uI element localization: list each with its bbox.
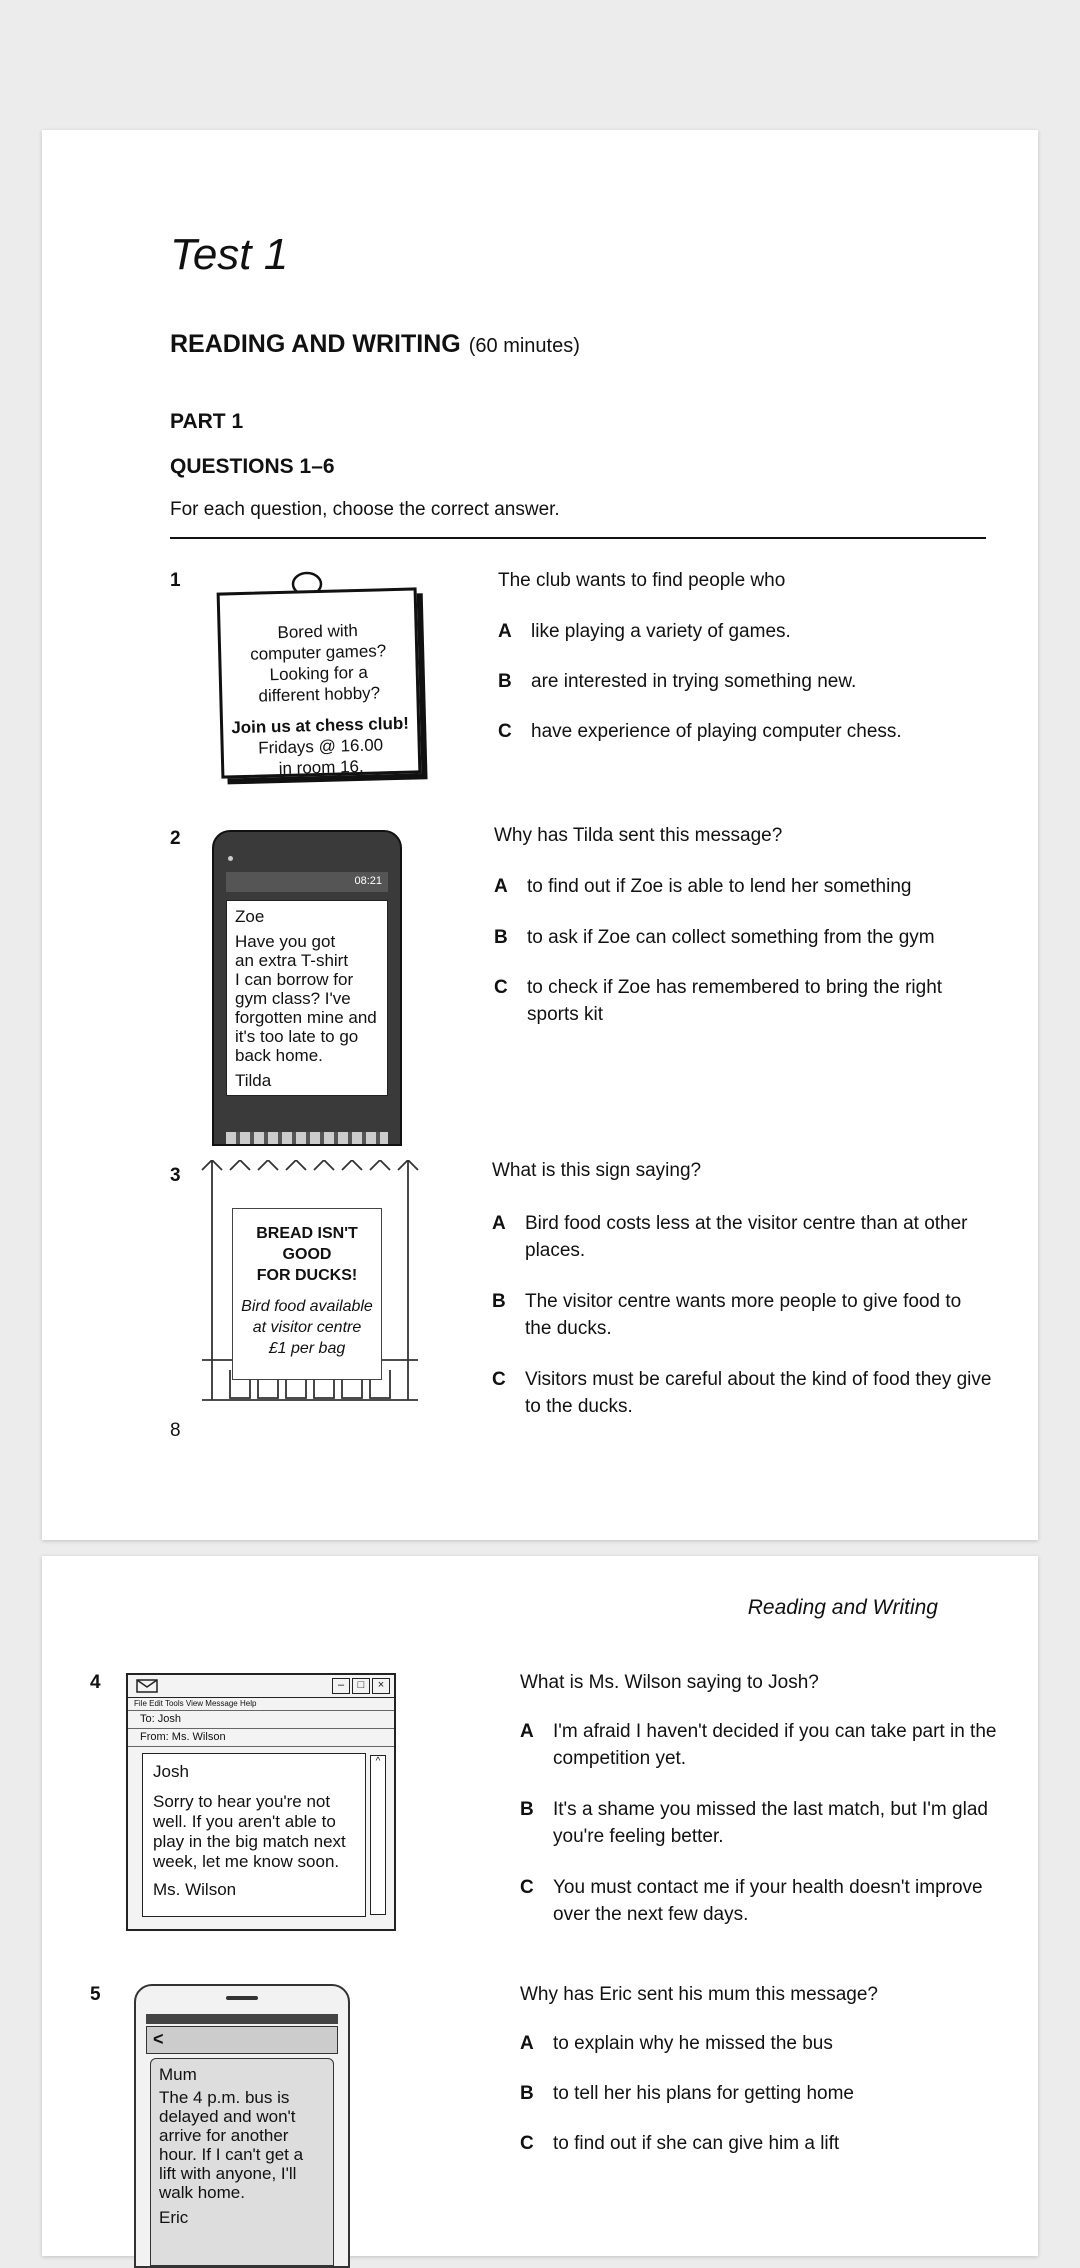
email-body (142, 1753, 366, 1917)
option-c[interactable] (520, 1874, 1000, 1928)
email-menu-bar[interactable]: File Edit Tools View Message Help (128, 1698, 394, 1711)
option-letter: B (494, 927, 508, 948)
option-a[interactable] (498, 618, 978, 645)
question-number: 4 (90, 1672, 101, 1693)
close-icon[interactable]: × (372, 1678, 390, 1694)
option-text: I'm afraid I haven't decided if you can take part in the competition yet. (553, 1721, 997, 1769)
phone-image (134, 1984, 350, 2268)
option-text: Bird food costs less at the visitor centre than at other places. (525, 1213, 968, 1261)
notice-line: Fridays @ 16.00 (257, 735, 384, 758)
sign-detail-line: £1 per bag (268, 1340, 346, 1357)
message-line: The 4 p.m. bus is (159, 2088, 290, 2107)
question-number: 3 (170, 1165, 181, 1186)
notice-cta: Join us at chess club! (231, 713, 410, 738)
option-b[interactable] (492, 1288, 992, 1342)
page-number: 8 (170, 1420, 181, 1441)
envelope-icon (136, 1679, 158, 1693)
notice-paper (217, 587, 422, 778)
message-screen (226, 900, 388, 1096)
option-letter: B (520, 1799, 534, 1820)
option-a[interactable] (520, 2030, 1000, 2057)
option-letter: C (492, 1369, 506, 1390)
option-c[interactable] (520, 2130, 1000, 2157)
email-line: well. If you aren't able to (153, 1812, 336, 1831)
option-letter: A (494, 876, 508, 897)
message-line: it's too late to go (235, 1027, 359, 1046)
question-stem: Why has Tilda sent this message? (494, 825, 783, 846)
option-b[interactable] (520, 1796, 1000, 1850)
option-a[interactable] (494, 873, 994, 900)
minimize-icon[interactable]: – (332, 1678, 350, 1694)
question-stem: Why has Eric sent his mum this message? (520, 1984, 878, 2005)
keyboard-strip (226, 1132, 388, 1144)
option-letter: A (520, 2033, 534, 2054)
option-text: to check if Zoe has remembered to bring the right sports kit (527, 977, 943, 1025)
notice-line: Looking for a (269, 662, 369, 685)
message-recipient: Mum (159, 2065, 197, 2084)
option-letter: A (520, 1721, 534, 1742)
question-number: 1 (170, 570, 181, 591)
option-letter: C (498, 721, 512, 742)
notice-line: Bored with (277, 620, 359, 643)
message-line: delayed and won't (159, 2107, 296, 2126)
message-line: back home. (235, 1046, 323, 1065)
email-window (126, 1673, 396, 1931)
option-c[interactable] (494, 974, 974, 1028)
speaker-icon (226, 1996, 258, 2000)
notice-line: different hobby? (258, 683, 381, 706)
chevron-up-icon[interactable]: ^ (375, 1756, 381, 1767)
option-letter: A (492, 1213, 506, 1234)
sign-detail-line: at visitor centre (252, 1319, 362, 1336)
notice-line: in room 16. (278, 756, 364, 779)
message-screen (150, 2058, 334, 2266)
exam-page-2 (42, 1556, 1038, 2256)
option-a[interactable] (520, 1718, 1000, 1772)
exam-page-1 (42, 130, 1038, 1540)
message-line: arrive for another (159, 2126, 289, 2145)
message-line: I can borrow for (235, 970, 354, 989)
question-stem: What is this sign saying? (492, 1160, 702, 1181)
option-text: Visitors must be careful about the kind of food they give to the ducks. (525, 1369, 992, 1417)
running-header: Reading and Writing (747, 1596, 938, 1619)
phone-status-bar (226, 872, 388, 892)
message-sender: Tilda (235, 1071, 272, 1090)
duck-sign (232, 1208, 382, 1380)
option-b[interactable] (498, 668, 978, 695)
sign-detail-line: Bird food available (241, 1298, 373, 1315)
sign-heading-line: FOR DUCKS! (256, 1267, 358, 1284)
email-title-bar (128, 1675, 394, 1698)
email-signoff: Ms. Wilson (153, 1880, 237, 1899)
option-c[interactable] (492, 1366, 992, 1420)
chess-club-notice (207, 570, 447, 790)
option-letter: B (492, 1291, 506, 1312)
question-stem: The club wants to find people who (498, 570, 786, 591)
option-a[interactable] (492, 1210, 1012, 1264)
option-b[interactable] (494, 924, 994, 951)
section-duration: (60 minutes) (468, 335, 580, 357)
option-letter: C (520, 2133, 534, 2154)
option-text: to find out if she can give him a lift (553, 2133, 840, 2154)
section-name: READING AND WRITING (170, 330, 461, 358)
option-c[interactable] (498, 718, 978, 745)
phone-image (212, 830, 402, 1146)
message-line: walk home. (159, 2183, 245, 2202)
option-letter: C (494, 977, 508, 998)
option-letter: B (498, 671, 512, 692)
section-heading (170, 330, 580, 359)
test-title: Test 1 (170, 230, 289, 279)
option-text: The visitor centre wants more people to give food to the ducks. (525, 1291, 962, 1339)
option-text: are interested in trying something new. (531, 671, 857, 692)
option-b[interactable] (520, 2080, 1000, 2107)
message-line: Have you got (235, 932, 336, 951)
option-text: to explain why he missed the bus (553, 2033, 833, 2054)
email-line: play in the big match next (153, 1832, 346, 1851)
message-recipient: Zoe (235, 907, 265, 926)
sign-heading-line: GOOD (282, 1246, 332, 1263)
message-line: an extra T-shirt (235, 951, 349, 970)
message-line: forgotten mine and (235, 1008, 377, 1027)
option-letter: A (498, 621, 512, 642)
phone-clock: 08:21 (354, 875, 382, 887)
notice-line: computer games? (249, 641, 387, 664)
option-text: You must contact me if your health doesn't improve over the next few days. (553, 1877, 983, 1925)
email-from-field: From: Ms. Wilson (128, 1729, 394, 1747)
option-text: to ask if Zoe can collect something from the gym (527, 927, 935, 948)
maximize-icon[interactable]: □ (352, 1678, 370, 1694)
part-heading: PART 1 (170, 410, 244, 433)
option-letter: C (520, 1877, 534, 1898)
email-line: Sorry to hear you're not (153, 1792, 331, 1811)
email-to-field: To: Josh (128, 1711, 394, 1729)
message-line: gym class? I've (235, 989, 351, 1008)
question-stem: What is Ms. Wilson saying to Josh? (520, 1672, 819, 1693)
option-letter: B (520, 2083, 534, 2104)
divider (170, 537, 986, 539)
instruction-text: For each question, choose the correct answer. (170, 499, 560, 520)
app-bar (146, 2026, 338, 2054)
email-line: week, let me know soon. (153, 1852, 340, 1871)
back-arrow-icon[interactable]: < (153, 2029, 164, 2049)
question-number: 2 (170, 828, 181, 849)
email-greeting: Josh (153, 1762, 189, 1781)
questions-heading: QUESTIONS 1–6 (170, 455, 335, 478)
sign-heading-line: BREAD ISN'T (256, 1225, 358, 1242)
option-text: to find out if Zoe is able to lend her something (527, 876, 912, 897)
phone-status-bar (146, 2014, 338, 2024)
message-line: lift with anyone, I'll (159, 2164, 297, 2183)
camera-icon (228, 856, 233, 861)
option-text: It's a shame you missed the last match, but I'm glad you're feeling better. (553, 1799, 988, 1847)
option-text: like playing a variety of games. (531, 621, 791, 642)
question-number: 5 (90, 1984, 101, 2005)
option-text: to tell her his plans for getting home (553, 2083, 855, 2104)
option-text: have experience of playing computer chess. (531, 721, 902, 742)
message-sender: Eric (159, 2208, 189, 2227)
message-line: hour. If I can't get a (159, 2145, 304, 2164)
email-scrollbar[interactable] (370, 1755, 386, 1915)
